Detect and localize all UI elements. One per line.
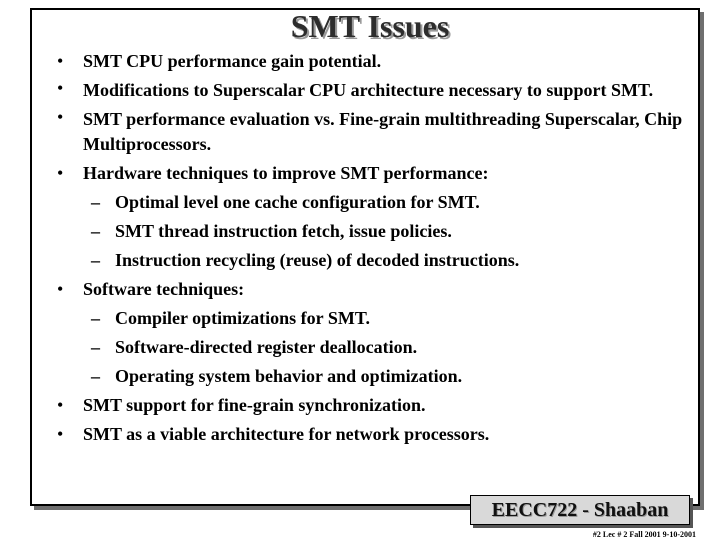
course-badge: EECC722 - Shaaban — [470, 495, 690, 525]
sub-bullet-item: – SMT thread instruction fetch, issue policies. — [55, 217, 700, 246]
bullet-item: • Hardware techniques to improve SMT performance: — [55, 159, 700, 188]
sub-bullet-item: – Optimal level one cache configuration for SMT. — [55, 188, 700, 217]
bullet-item: • SMT performance evaluation vs. Fine-grain multithreading Superscalar, Chip Multiprocessors. — [55, 105, 700, 159]
slide-title: SMT Issues — [290, 8, 450, 44]
bullet-item: • Software techniques: — [55, 275, 700, 304]
bullet-item: • SMT CPU performance gain potential. — [55, 47, 700, 76]
sub-bullet-item: – Instruction recycling (reuse) of decoded instructions. — [55, 246, 700, 275]
bullet-item: • Modifications to Superscalar CPU architecture necessary to support SMT. — [55, 76, 700, 105]
sub-bullet-item: – Operating system behavior and optimization. — [55, 362, 700, 391]
sub-bullet-item: – Software-directed register deallocation. — [55, 333, 700, 362]
bullet-item: • SMT support for fine-grain synchronization. — [55, 391, 700, 420]
slide-footnote: #2 Lec # 2 Fall 2001 9-10-2001 — [592, 530, 696, 539]
sub-bullet-item: – Compiler optimizations for SMT. — [55, 304, 700, 333]
bullet-item: • SMT as a viable architecture for network processors. — [55, 420, 700, 449]
bullet-list — [55, 47, 700, 449]
